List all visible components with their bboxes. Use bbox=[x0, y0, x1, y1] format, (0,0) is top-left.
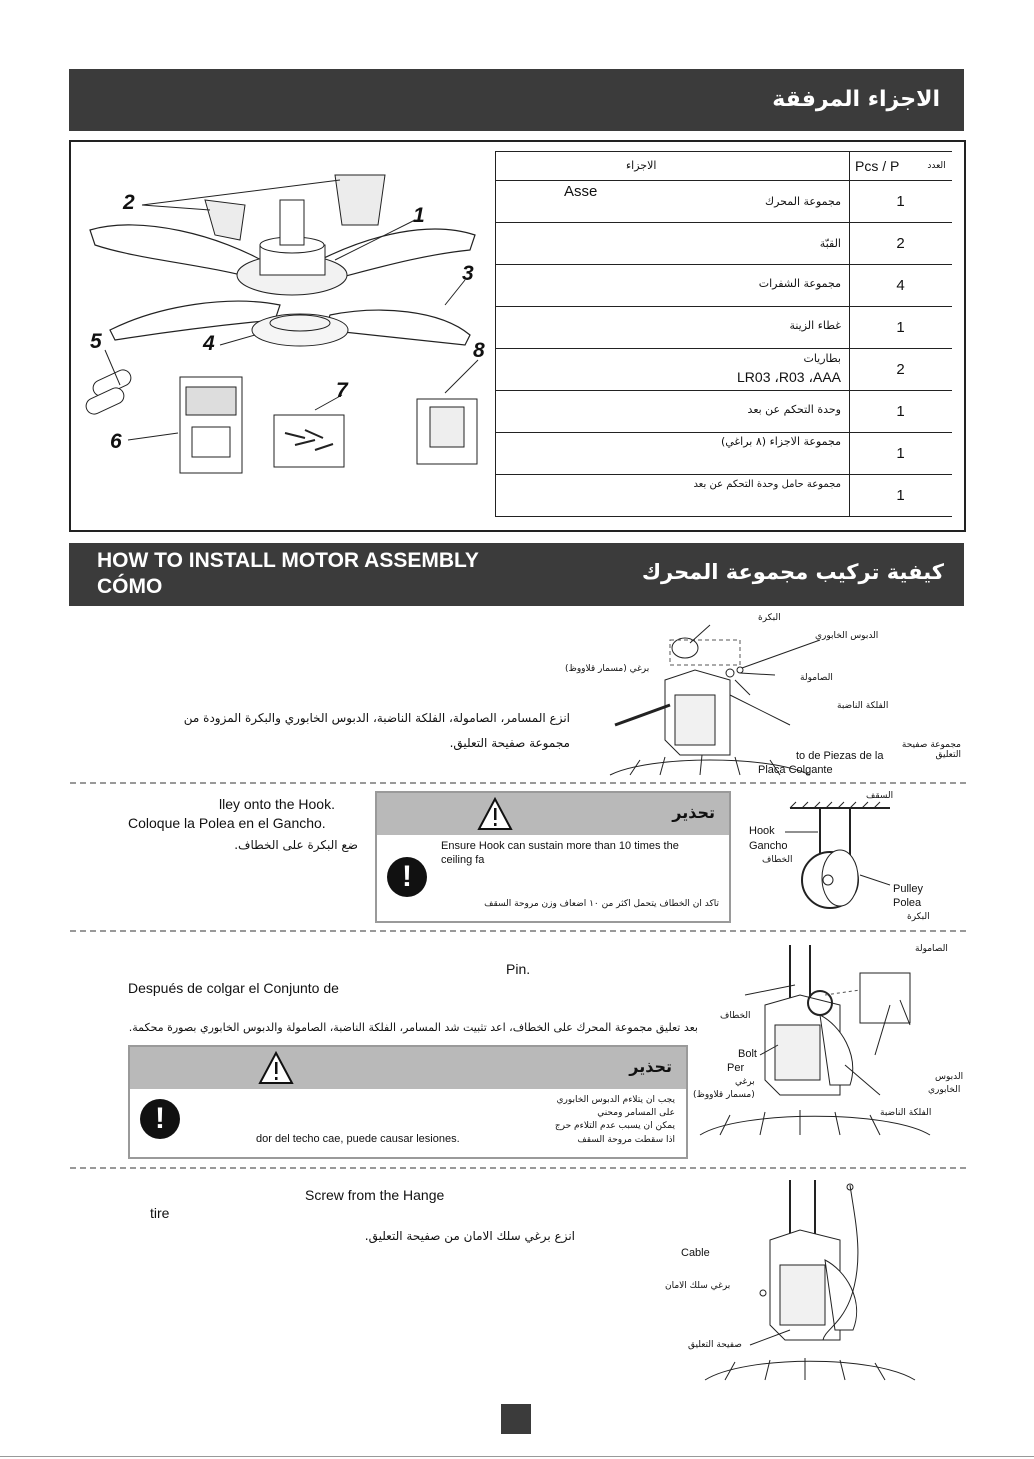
warning-text-es: dor del techo cae, puede causar lesiones. bbox=[256, 1133, 460, 1145]
label-bolt-ar2: (مسمار قلاووظ) bbox=[693, 1090, 755, 1100]
callout-number-3: 3 bbox=[462, 262, 474, 285]
table-row bbox=[496, 181, 952, 223]
label-pulley-ar: البكرة bbox=[907, 912, 930, 922]
warning-text-en: Ensure Hook can sustain more than 10 times the ceiling fa bbox=[441, 840, 679, 866]
label-hook-es: Gancho bbox=[749, 840, 788, 852]
label-cotter-ar: الدبوس الخابوري bbox=[815, 631, 879, 641]
label-washer-ar: الفلكة الناضبة bbox=[880, 1108, 932, 1118]
step3-text-es: Después de colgar el Conjunto de bbox=[128, 980, 339, 996]
label-hook-ar: الخطاف bbox=[720, 1011, 751, 1021]
row-ar: وحدة التحكم عن بعد bbox=[747, 403, 841, 416]
label-nut-ar: الصامولة bbox=[800, 673, 833, 683]
callout-number-4: 4 bbox=[203, 332, 215, 355]
header-parts: الاجزاء bbox=[626, 159, 657, 172]
label-pulley-en: Pulley bbox=[893, 883, 923, 895]
row-ar: بطاريات bbox=[803, 352, 841, 365]
table-row bbox=[496, 265, 952, 307]
warning-box-hook bbox=[375, 791, 731, 923]
table-row bbox=[496, 349, 952, 391]
step4-text-ar: انزع برغي سلك الامان من صفيحة التعليق. bbox=[364, 1229, 575, 1243]
callout-number-1: 1 bbox=[413, 204, 425, 227]
callout-number-8: 8 bbox=[473, 339, 485, 362]
row-en: Asse bbox=[564, 183, 598, 200]
warning-title: تحذير bbox=[672, 803, 715, 822]
row-qty: 1 bbox=[896, 487, 905, 504]
divider bbox=[70, 930, 966, 932]
label-plate-es-1: to de Piezas de la bbox=[796, 750, 884, 762]
parts-exploded-diagram bbox=[80, 165, 490, 485]
row-qty: 1 bbox=[896, 193, 905, 210]
label-washer-ar: الفلكة الناضبة bbox=[837, 701, 889, 711]
label-hook-en: Hook bbox=[749, 825, 775, 837]
header-qty-ar: العدد bbox=[927, 161, 946, 171]
bottom-rule bbox=[0, 1456, 1034, 1457]
table-row bbox=[496, 307, 952, 349]
exclamation-icon: ! bbox=[387, 857, 427, 897]
label-bolt-ar: برغي (مسمار قلاووظ) bbox=[565, 664, 650, 674]
step2-text-en: lley onto the Hook. bbox=[219, 796, 335, 812]
table-header bbox=[496, 151, 952, 181]
label-ceiling-ar: السقف bbox=[866, 791, 894, 801]
label-cable-en: Cable bbox=[681, 1247, 710, 1259]
label-cotter-ar-2: الخابوري bbox=[928, 1085, 961, 1095]
step4-text-en: Screw from the Hange bbox=[305, 1187, 445, 1203]
row-qty: 4 bbox=[896, 277, 905, 294]
step2-diagram bbox=[780, 800, 900, 910]
label-pulley-ar: البكرة bbox=[758, 613, 781, 623]
header-qty: Pcs / P bbox=[855, 158, 900, 174]
label-hook-ar: الخطاف bbox=[762, 855, 793, 865]
warning-text-ar-4: اذا سقطت مروحة السقف bbox=[577, 1135, 675, 1145]
step1-text-ar-1: انزع المسامر، الصامولة، الفلكة الناضبة، الدبوس الخابوري والبكرة المزودة من bbox=[183, 711, 570, 725]
table-row bbox=[496, 475, 952, 517]
step3-text-ar: بعد تعليق مجموعة المحرك على الخطاف، اعد تثبيت شد المسامر، الفلكة الناضبة، الصامولة والدبوس الخابوري بصورة محكمة. bbox=[128, 1021, 698, 1034]
label-plate-ar: مجموعة صفيحة التعليق bbox=[901, 740, 961, 760]
warning-triangle-icon bbox=[258, 1051, 294, 1085]
label-bolt-es: Per bbox=[727, 1062, 745, 1074]
divider bbox=[70, 782, 966, 784]
row-qty: 1 bbox=[896, 319, 905, 336]
callout-number-7: 7 bbox=[336, 379, 348, 402]
label-pulley-es: Polea bbox=[893, 897, 922, 909]
step2-text-es: Coloque la Polea en el Gancho. bbox=[128, 815, 326, 831]
section-header-install bbox=[69, 543, 964, 606]
section-header-parts bbox=[69, 69, 964, 131]
row-ar: القبّة bbox=[819, 237, 841, 250]
section-title-en-1: HOW TO INSTALL MOTOR ASSEMBLY bbox=[97, 549, 479, 572]
step3-text-en: Pin. bbox=[506, 961, 531, 977]
row-ar: غطاء الزينة bbox=[789, 319, 841, 332]
callout-number-6: 6 bbox=[110, 430, 122, 453]
row-qty: 1 bbox=[896, 403, 905, 420]
row-qty: 2 bbox=[896, 361, 905, 378]
section-title-ar: كيفية تركيب مجموعة المحرك bbox=[641, 560, 944, 584]
step2-text-ar: ضع البكرة على الخطاف. bbox=[234, 838, 358, 852]
label-bolt-ar: برغي bbox=[735, 1077, 755, 1087]
row-ar: مجموعة حامل وحدة التحكم عن بعد bbox=[693, 479, 841, 490]
warning-title: تحذير bbox=[629, 1057, 672, 1076]
page-number-box bbox=[501, 1404, 531, 1434]
step4-diagram bbox=[695, 1180, 935, 1385]
step1-text-ar-2: مجموعة صفيحة التعليق. bbox=[449, 736, 570, 750]
section-title-en-2: CÓMO bbox=[97, 575, 163, 598]
table-row bbox=[496, 223, 952, 265]
divider bbox=[70, 1167, 966, 1169]
step4-text-es: tire bbox=[150, 1205, 170, 1221]
parts-table bbox=[495, 151, 952, 517]
callout-number-2: 2 bbox=[123, 191, 135, 214]
exclamation-icon: ! bbox=[140, 1099, 180, 1139]
warning-triangle-icon bbox=[477, 797, 513, 831]
label-nut-ar: الصامولة bbox=[915, 944, 948, 954]
row-ar: مجموعة المحرك bbox=[765, 195, 841, 208]
section-title: الاجزاء المرفقة bbox=[772, 87, 940, 112]
warning-text-ar: تاكد ان الخطاف يتحمل اكثر من ١٠ اضعاف وزن مروحة السقف bbox=[484, 899, 719, 909]
label-screw-ar: برغي سلك الامان bbox=[665, 1281, 731, 1291]
warning-text-ar-1: يجب ان يتلاءم الدبوس الخابوري bbox=[556, 1095, 675, 1105]
warning-box-cotter bbox=[128, 1045, 688, 1159]
label-cotter-ar-1: الدبوس bbox=[935, 1072, 964, 1082]
row-qty: 2 bbox=[896, 235, 905, 252]
table-row bbox=[496, 433, 952, 475]
warning-text-ar-2: على المسامر ومحني bbox=[597, 1108, 675, 1118]
row-ar: مجموعة الاجزاء (٨ براغي) bbox=[720, 435, 841, 448]
row-en: LR03 ،R03 ،AAA bbox=[737, 369, 841, 385]
label-bolt-en: Bolt bbox=[738, 1048, 757, 1060]
row-ar: مجموعة الشفرات bbox=[758, 277, 841, 290]
warning-text-ar-3: يمكن ان يسبب عدم التلاءم حرج bbox=[554, 1121, 675, 1131]
label-plate-ar: صفيحة التعليق bbox=[688, 1340, 742, 1350]
callout-number-5: 5 bbox=[90, 330, 102, 353]
row-qty: 1 bbox=[896, 445, 905, 462]
table-row bbox=[496, 391, 952, 433]
label-plate-es-2: Placa Colgante bbox=[758, 764, 833, 776]
